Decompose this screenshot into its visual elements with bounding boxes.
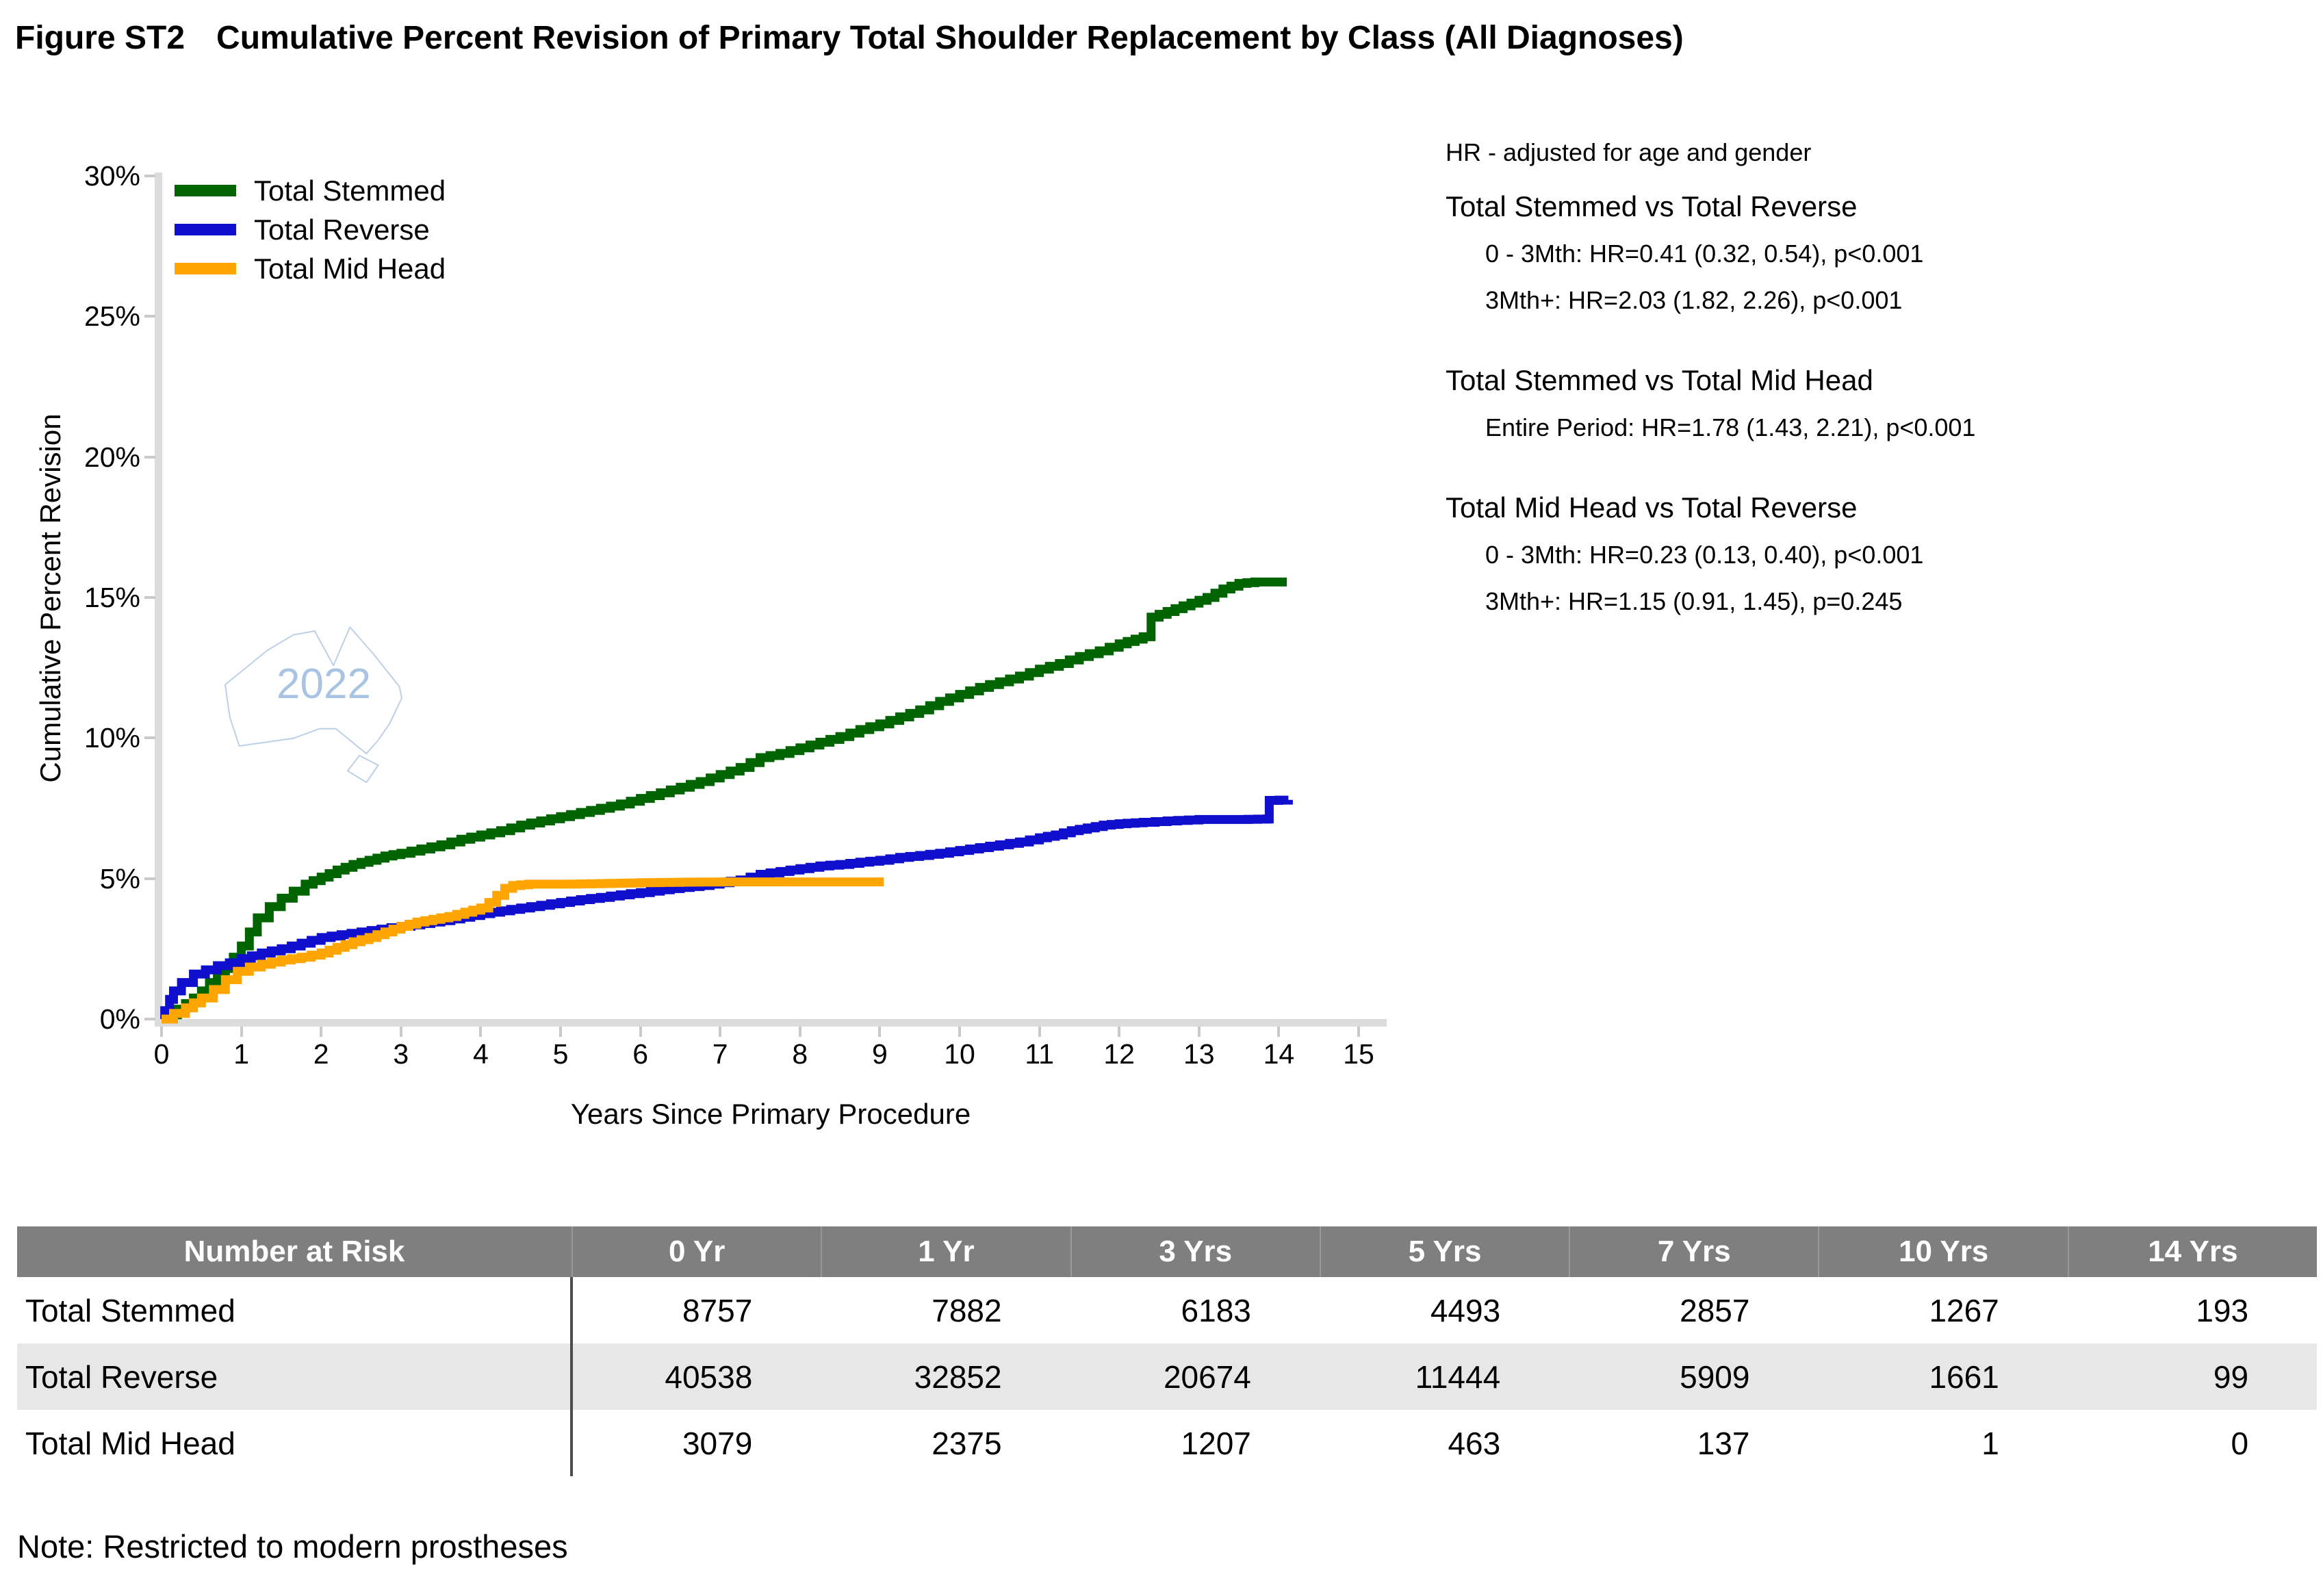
table-header-cell: 3 Yrs: [1070, 1226, 1320, 1277]
y-tick-label: 30%: [84, 159, 140, 192]
x-tick: [559, 1027, 562, 1037]
risk-value: 463: [1448, 1425, 1501, 1461]
figure-title-text: Cumulative Percent Revision of Primary Total Shoulder Replacement by Class (All Diagnoses): [216, 20, 1684, 56]
risk-value: 11444: [1415, 1359, 1501, 1395]
legend-label: Total Mid Head: [254, 252, 446, 285]
risk-value: 99: [2213, 1359, 2249, 1395]
risk-value: 0: [2231, 1425, 2249, 1461]
legend-swatch-total-reverse: [175, 224, 236, 235]
table-row: [17, 1410, 2317, 1476]
x-tick: [719, 1027, 721, 1037]
x-tick: [479, 1027, 482, 1037]
table-header-cell: 14 Yrs: [2068, 1226, 2317, 1277]
risk-value: 1207: [1181, 1425, 1251, 1461]
risk-value: 1: [1981, 1425, 1999, 1461]
revision-curves: [162, 175, 1374, 1019]
y-tick-label: 0%: [99, 1003, 140, 1035]
row-label: Total Stemmed: [25, 1292, 235, 1328]
table-header-cell: 0 Yr: [572, 1226, 821, 1277]
risk-value: 6183: [1181, 1292, 1251, 1328]
risk-value: 193: [2196, 1292, 2249, 1328]
table-header-cell: 1 Yr: [821, 1226, 1070, 1277]
x-tick-label: 13: [1183, 1038, 1215, 1070]
table-row: [17, 1277, 2317, 1343]
number-at-risk-table: [17, 1226, 2317, 1476]
x-tick: [1277, 1027, 1280, 1037]
hr-stat-line: 3Mth+: HR=2.03 (1.82, 2.26), p<0.001: [1485, 286, 1903, 314]
y-tick: [144, 175, 155, 177]
x-tick: [878, 1027, 881, 1037]
x-tick: [400, 1027, 402, 1037]
table-header-cell: Number at Risk: [183, 1235, 405, 1268]
x-tick-label: 14: [1263, 1038, 1295, 1070]
y-tick: [144, 1018, 155, 1020]
legend-item-total-mid-head: [175, 249, 446, 288]
y-tick: [144, 736, 155, 739]
table-row: [17, 1343, 2317, 1410]
hr-stat-line: 0 - 3Mth: HR=0.41 (0.32, 0.54), p<0.001: [1485, 240, 1924, 268]
x-tick-label: 3: [393, 1038, 409, 1070]
x-tick: [1357, 1027, 1360, 1037]
y-tick-label: 15%: [84, 581, 140, 613]
hr-stat-line: 3Mth+: HR=1.15 (0.91, 1.45), p=0.245: [1485, 587, 1903, 615]
x-tick-label: 9: [871, 1038, 888, 1070]
y-tick-label: 10%: [84, 722, 140, 754]
x-tick-label: 11: [1025, 1038, 1054, 1070]
x-tick-label: 2: [313, 1038, 329, 1070]
legend: [175, 171, 446, 288]
risk-value: 3079: [682, 1425, 753, 1461]
legend-label: Total Stemmed: [254, 174, 446, 207]
x-tick: [1198, 1027, 1201, 1037]
watermark-year: 2022: [277, 660, 371, 708]
table-header-cell: 10 Yrs: [1818, 1226, 2067, 1277]
x-tick: [160, 1027, 163, 1037]
legend-swatch-total-stemmed: [175, 185, 236, 196]
x-tick-label: 12: [1103, 1038, 1135, 1070]
table-header-cell: 5 Yrs: [1320, 1226, 1569, 1277]
x-tick: [639, 1027, 642, 1037]
figure-title: [15, 19, 1684, 57]
y-tick-label: 25%: [84, 300, 140, 333]
x-tick-label: 15: [1343, 1038, 1374, 1070]
legend-swatch-total-mid-head: [175, 263, 236, 274]
risk-value: 40538: [665, 1359, 753, 1395]
x-tick-label: 6: [632, 1038, 648, 1070]
x-tick: [320, 1027, 322, 1037]
legend-item-total-stemmed: [175, 171, 446, 210]
y-tick-label: 20%: [84, 441, 140, 473]
footnote: Note: Restricted to modern prostheses: [17, 1528, 568, 1565]
risk-value: 32852: [914, 1359, 1002, 1395]
hr-comparison-title: Total Stemmed vs Total Reverse: [1446, 190, 1858, 222]
y-axis-title: Cumulative Percent Revision: [34, 413, 66, 783]
risk-value: 5909: [1680, 1359, 1750, 1395]
x-tick: [799, 1027, 801, 1037]
y-tick-label: 5%: [99, 862, 140, 894]
curve-total-reverse: [162, 800, 1288, 1019]
x-tick-label: 5: [552, 1038, 569, 1070]
table-header-row: [17, 1226, 2317, 1277]
risk-value: 7882: [932, 1292, 1002, 1328]
row-label: Total Mid Head: [25, 1425, 235, 1461]
x-tick: [240, 1027, 243, 1037]
row-label: Total Reverse: [25, 1359, 218, 1395]
x-axis-title: Years Since Primary Procedure: [570, 1098, 971, 1130]
risk-value: 8757: [682, 1292, 753, 1328]
risk-value: 1661: [1929, 1359, 1999, 1395]
x-tick-label: 10: [944, 1038, 975, 1070]
hr-comparison-title: Total Mid Head vs Total Reverse: [1446, 491, 1858, 524]
x-tick: [1118, 1027, 1120, 1037]
risk-value: 2375: [932, 1425, 1002, 1461]
risk-value: 137: [1697, 1425, 1750, 1461]
hazard-ratio-annotations: [1446, 138, 2315, 634]
risk-value: 20674: [1163, 1359, 1251, 1395]
legend-item-total-reverse: [175, 210, 446, 249]
x-axis-line: [155, 1019, 1387, 1027]
hr-stat-line: 0 - 3Mth: HR=0.23 (0.13, 0.40), p<0.001: [1485, 541, 1924, 569]
x-tick-label: 8: [792, 1038, 808, 1070]
y-tick: [144, 877, 155, 880]
hr-comparison-title: Total Stemmed vs Total Mid Head: [1446, 364, 1873, 396]
x-tick-label: 4: [472, 1038, 489, 1070]
table-column-divider: [570, 1277, 573, 1476]
hr-adjustment-note: HR - adjusted for age and gender: [1446, 138, 1812, 166]
y-tick: [144, 456, 155, 459]
x-tick: [1038, 1027, 1041, 1037]
x-tick-label: 1: [233, 1038, 249, 1070]
y-tick: [144, 596, 155, 599]
risk-value: 4493: [1430, 1292, 1501, 1328]
x-tick: [958, 1027, 961, 1037]
legend-label: Total Reverse: [254, 213, 430, 246]
x-tick-label: 7: [712, 1038, 728, 1070]
risk-value: 2857: [1680, 1292, 1750, 1328]
hr-stat-line: Entire Period: HR=1.78 (1.43, 2.21), p<0.001: [1485, 413, 1976, 441]
table-header-cell: 7 Yrs: [1569, 1226, 1818, 1277]
x-tick-label: 0: [153, 1038, 170, 1070]
risk-value: 1267: [1929, 1292, 1999, 1328]
y-tick: [144, 315, 155, 318]
figure-label: Figure ST2: [15, 20, 185, 56]
